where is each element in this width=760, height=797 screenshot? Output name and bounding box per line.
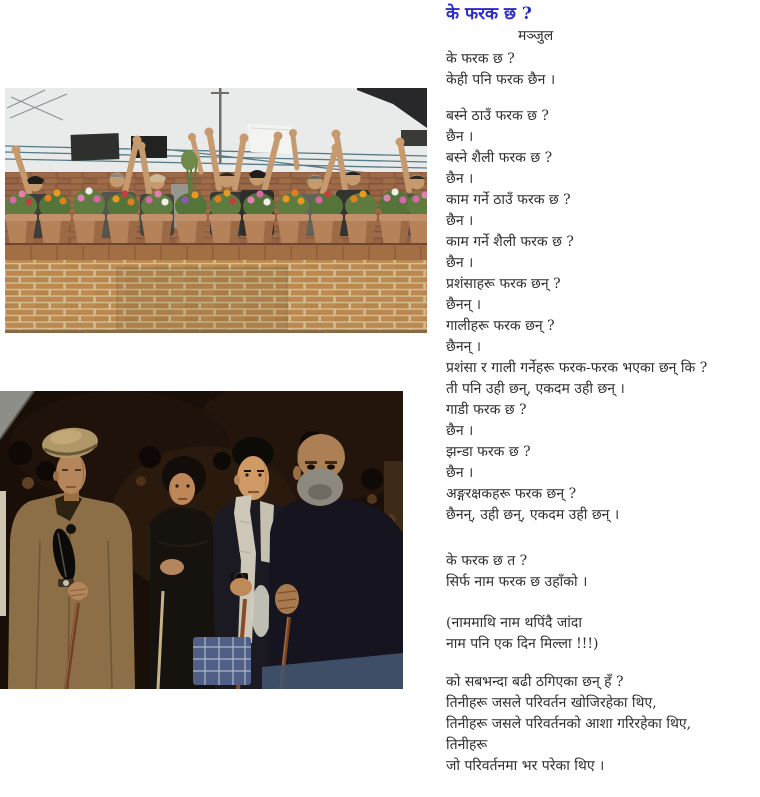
poem-line: तिनीहरू जसले परिवर्तनको आशा गरिरहेका थिए, (446, 716, 692, 732)
poem-line: छैनन् । (446, 297, 482, 313)
poem-stanza (446, 613, 760, 655)
poem-line: छैन । (446, 423, 474, 439)
poem-stanza (446, 551, 760, 593)
poem-line: छैन । (446, 465, 474, 481)
poem-line: नाम पनि एक दिन मिल्ला !!!) (446, 636, 599, 652)
poem-stanza (446, 106, 760, 526)
rooftop-photo (5, 88, 427, 333)
poem-line: को सबभन्दा बढी ठगिएका छन् हँ ? (446, 674, 624, 690)
poem-line: गाडी फरक छ ? (446, 402, 527, 418)
crowd-photo (0, 391, 403, 689)
poem-line: प्रशंसाहरू फरक छन् ? (446, 276, 561, 292)
poem-line: अङ्गरक्षकहरू फरक छन् ? (446, 486, 577, 502)
poem-body (446, 49, 760, 777)
poem-author: मञ्जुल (518, 28, 554, 44)
poem-line: छैनन् । (446, 339, 482, 355)
poem-line: के फरक छ त ? (446, 553, 528, 569)
poem-line: काम गर्ने शैली फरक छ ? (446, 234, 574, 250)
poem-line: ती पनि उही छन्, एकदम उही छन् । (446, 381, 625, 397)
poem-stanza (446, 672, 760, 777)
poem-line: बस्ने शैली फरक छ ? (446, 150, 553, 166)
poem-line: केही पनि फरक छैन । (446, 72, 556, 88)
poem-line: प्रशंसा र गाली गर्नेहरू फरक-फरक भएका छन् कि ? (446, 360, 708, 376)
poem-line: छैन । (446, 171, 474, 187)
poem-line: छैनन्, उही छन्, एकदम उही छन् । (446, 507, 620, 523)
poem-line: के फरक छ ? (446, 51, 515, 67)
poem-line: सिर्फ नाम फरक छ उहाँको । (446, 574, 588, 590)
poem-stanza (446, 49, 760, 91)
poem-line: जो परिवर्तनमा भर परेका थिए । (446, 758, 605, 774)
poem-line: गालीहरू फरक छन् ? (446, 318, 555, 334)
poem-line: तिनीहरू (446, 737, 488, 753)
poem-line: झन्डा फरक छ ? (446, 444, 531, 460)
poem-line: बस्ने ठाउँ फरक छ ? (446, 108, 549, 124)
poem-title: के फरक छ ? (446, 4, 532, 24)
poem-line: (नाममाथि नाम थपिंदै जांदा (446, 615, 582, 631)
poem-line: तिनीहरू जसले परिवर्तन खोजिरहेका थिए, (446, 695, 657, 711)
poem-line: छैन । (446, 255, 474, 271)
poem-line: छैन । (446, 213, 474, 229)
poem-line: छैन । (446, 129, 474, 145)
poem-line: काम गर्ने ठाउँ फरक छ ? (446, 192, 571, 208)
